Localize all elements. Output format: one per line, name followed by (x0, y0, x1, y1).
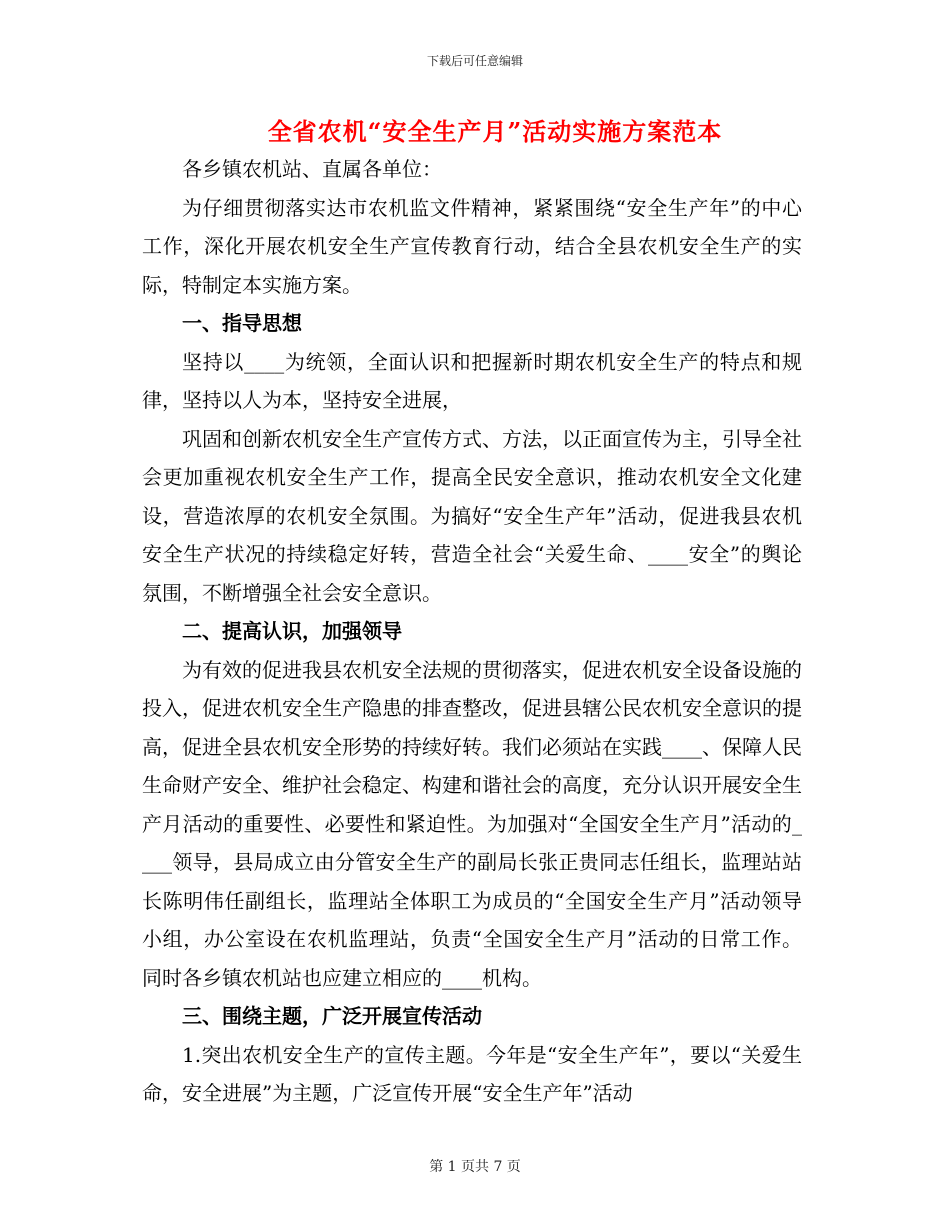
section1-paragraph-2: 巩固和创新农机安全生产宣传方式、方法，以正面宣传为主，引导全社会更加重视农机安全生产工作，提高全民安全意识，推动农机安全文化建设，营造浓厚的农机安全氛围。为搞好“安全生产年”活动，促进我县农机安全生产状况的持续稳定好转，营造全社会“关爱生命、____安全”的舆论氛围，不断增强全社会安全意识。 (142, 426, 802, 605)
section1-paragraph-1: 坚持以____为统领，全面认识和把握新时期农机安全生产的特点和规律，坚持以人为本，坚持安全进展， (142, 349, 802, 412)
intro-paragraph: 为仔细贯彻落实达市农机监文件精神，紧紧围绕“安全生产年”的中心工作，深化开展农机安全生产宣传教育行动，结合全县农机安全生产的实际，特制定本实施方案。 (142, 195, 802, 297)
header-note: 下载后可任意编辑 (426, 54, 523, 68)
salutation: 各乡镇农机站、直属各单位： (182, 157, 442, 181)
section-heading-2: 二、提高认识，加强领导 (182, 619, 402, 643)
document-title: 全省农机“安全生产月”活动实施方案范本 (267, 117, 723, 146)
page-number: 第 1 页共 7 页 (429, 1159, 521, 1175)
document-body (142, 150, 802, 1113)
section-heading-1: 一、指导思想 (182, 311, 302, 335)
section-heading-3: 三、围绕主题，广泛开展宣传活动 (182, 1004, 482, 1028)
section2-paragraph-1: 为有效的促进我县农机安全法规的贯彻落实，促进农机安全设备设施的投入，促进农机安全生产隐患的排查整改，促进县辖公民农机安全意识的提高，促进全县农机安全形势的持续好转。我们必须站在实践____、保障人民生命财产安全、维护社会稳定、构建和谐社会的高度，充分认识开展安全生产月活动的重要性、必要性和紧迫性。为加强对“全国安全生产月”活动的____领导，县局成立由分管安全生产的副局长张正贵同志任组长，监理站站长陈明伟任副组长，监理站全体职工为成员的“全国安全生产月”活动领导小组，办公室设在农机监理站，负责“全国安全生产月”活动的日常工作。同时各乡镇农机站也应建立相应的____机构。 (142, 657, 802, 990)
section3-paragraph-1: 1.突出农机安全生产的宣传主题。今年是“安全生产年”，要以“关爱生命，安全进展”为主题，广泛宣传开展“安全生产年”活动 (142, 1042, 802, 1105)
